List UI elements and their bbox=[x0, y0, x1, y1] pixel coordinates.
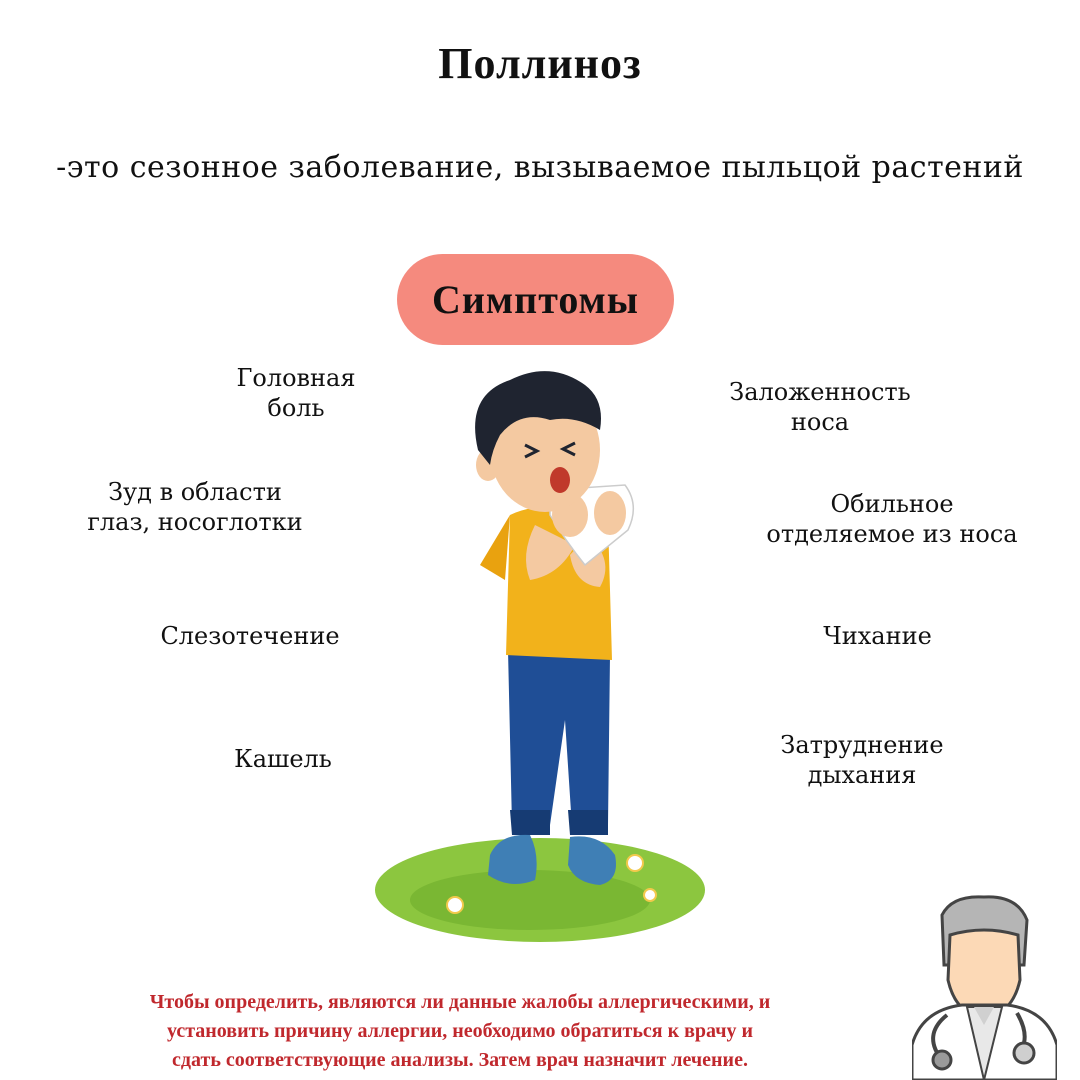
footer-note: Чтобы определить, являются ли данные жалобы аллергическими, и установить причину аллергии, необходимо обратиться к врачу и сдать соответствующие анализы. Затем врач назначит лечение. bbox=[149, 991, 771, 1071]
symptom-tearing: Слезотечение bbox=[160, 622, 340, 650]
symptom-sneezing: Чихание bbox=[823, 622, 932, 650]
symptom-itching: Зуд в области глаз, носоглотки bbox=[87, 478, 303, 536]
doctor-icon bbox=[912, 895, 1057, 1080]
symptom-breathing: Затруднение дыхания bbox=[780, 731, 944, 789]
page-title: Поллиноз bbox=[438, 39, 642, 88]
symptom-runny-nose: Обильное отделяемое из носа bbox=[766, 490, 1018, 548]
symptoms-badge-label: Симптомы bbox=[431, 277, 640, 322]
symptoms-badge bbox=[397, 254, 674, 345]
symptom-cough: Кашель bbox=[234, 745, 332, 773]
page-subtitle: -это сезонное заболевание, вызываемое пыльцой растений bbox=[56, 150, 1024, 185]
symptom-nasal-congestion: Заложенность носа bbox=[729, 378, 911, 436]
sneezing-boy-illustration bbox=[360, 355, 720, 955]
symptom-headache: Головная боль bbox=[236, 364, 356, 422]
